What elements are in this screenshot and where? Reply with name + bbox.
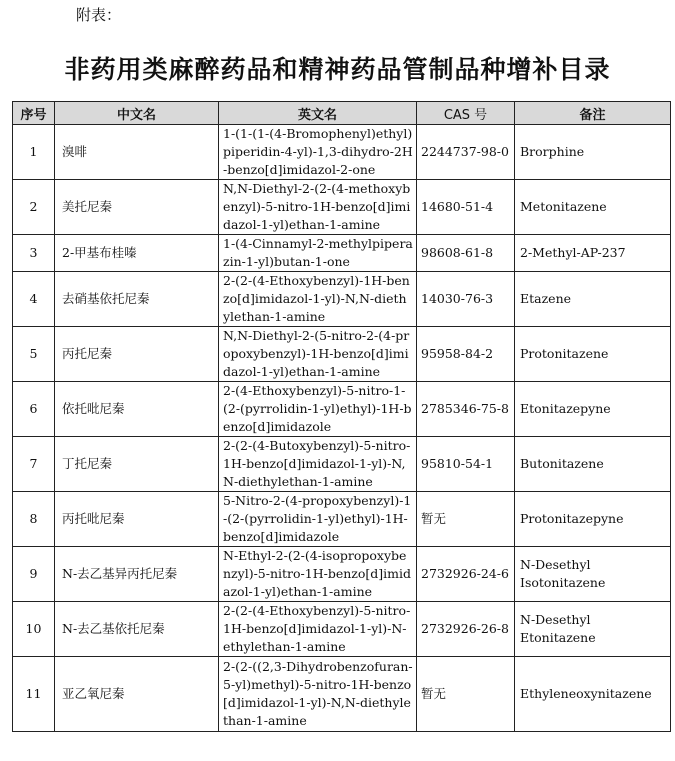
row-no: 7	[13, 437, 55, 492]
row-note: Etonitazepyne	[515, 382, 671, 437]
row-chinese-name: 依托吡尼秦	[55, 382, 219, 437]
row-cas: 95810-54-1	[417, 437, 515, 492]
row-chinese-name: N-去乙基异丙托尼秦	[55, 547, 219, 602]
row-cas: 98608-61-8	[417, 235, 515, 272]
row-note: Metonitazene	[515, 180, 671, 235]
row-english-name: N-Ethyl-2-(2-(4-isopropoxybenzyl)-5-nitro-1H-benzo[d]imidazol-1-yl)ethan-1-amine	[219, 547, 417, 602]
row-no: 9	[13, 547, 55, 602]
header-no: 序号	[13, 102, 55, 125]
row-cas: 2785346-75-8	[417, 382, 515, 437]
table-row	[13, 602, 671, 657]
row-no: 2	[13, 180, 55, 235]
row-english-name: N,N-Diethyl-2-(5-nitro-2-(4-propoxybenzyl)-1H-benzo[d]imidazol-1-yl)ethan-1-amine	[219, 327, 417, 382]
header-cas: CAS 号	[417, 102, 515, 125]
table-row	[13, 382, 671, 437]
row-cas: 95958-84-2	[417, 327, 515, 382]
row-cas: 2732926-24-6	[417, 547, 515, 602]
appendix-label: 附表：	[76, 6, 122, 24]
row-no: 11	[13, 657, 55, 732]
row-english-name: N,N-Diethyl-2-(2-(4-methoxybenzyl)-5-nitro-1H-benzo[d]imidazol-1-yl)ethan-1-amine	[219, 180, 417, 235]
row-note: N-Desethyl Isotonitazene	[515, 547, 671, 602]
row-note: 2-Methyl-AP-237	[515, 235, 671, 272]
row-no: 5	[13, 327, 55, 382]
row-no: 10	[13, 602, 55, 657]
row-english-name: 2-(4-Ethoxybenzyl)-5-nitro-1-(2-(pyrrolidin-1-yl)ethyl)-1H-benzo[d]imidazole	[219, 382, 417, 437]
row-chinese-name: 丁托尼秦	[55, 437, 219, 492]
row-english-name: 1-(1-(1-(4-Bromophenyl)ethyl)piperidin-4-yl)-1,3-dihydro-2H-benzo[d]imidazol-2-one	[219, 125, 417, 180]
row-no: 4	[13, 272, 55, 327]
controlled-substances-table	[12, 101, 671, 732]
row-note: Etazene	[515, 272, 671, 327]
row-no: 6	[13, 382, 55, 437]
row-cas: 暂无	[417, 492, 515, 547]
row-no: 1	[13, 125, 55, 180]
row-cas: 2244737-98-0	[417, 125, 515, 180]
table-row	[13, 235, 671, 272]
row-chinese-name: 2-甲基布桂嗪	[55, 235, 219, 272]
row-chinese-name: 溴啡	[55, 125, 219, 180]
row-english-name: 2-(2-(4-Ethoxybenzyl)-1H-benzo[d]imidazol-1-yl)-N,N-diethylethan-1-amine	[219, 272, 417, 327]
row-chinese-name: N-去乙基依托尼秦	[55, 602, 219, 657]
table-row	[13, 657, 671, 732]
row-english-name: 2-(2-(4-Ethoxybenzyl)-5-nitro-1H-benzo[d]imidazol-1-yl)-N-ethylethan-1-amine	[219, 602, 417, 657]
row-chinese-name: 美托尼秦	[55, 180, 219, 235]
header-note: 备注	[515, 102, 671, 125]
row-cas: 14030-76-3	[417, 272, 515, 327]
table-row	[13, 437, 671, 492]
row-note: Brorphine	[515, 125, 671, 180]
row-no: 8	[13, 492, 55, 547]
row-chinese-name: 丙托尼秦	[55, 327, 219, 382]
row-cas: 14680-51-4	[417, 180, 515, 235]
row-note: Butonitazene	[515, 437, 671, 492]
row-english-name: 2-(2-((2,3-Dihydrobenzofuran-5-yl)methyl)-5-nitro-1H-benzo[d]imidazol-1-yl)-N,N-diethylethan-1-amine	[219, 657, 417, 732]
header-chinese-name: 中文名	[55, 102, 219, 125]
row-note: Protonitazene	[515, 327, 671, 382]
row-chinese-name: 亚乙氧尼秦	[55, 657, 219, 732]
table-row	[13, 125, 671, 180]
row-english-name: 1-(4-Cinnamyl-2-methylpiperazin-1-yl)butan-1-one	[219, 235, 417, 272]
header-english-name: 英文名	[219, 102, 417, 125]
row-chinese-name: 去硝基依托尼秦	[55, 272, 219, 327]
document-title: 非药用类麻醉药品和精神药品管制品种增补目录	[64, 55, 611, 84]
row-english-name: 2-(2-(4-Butoxybenzyl)-5-nitro-1H-benzo[d]imidazol-1-yl)-N,N-diethylethan-1-amine	[219, 437, 417, 492]
table-row	[13, 547, 671, 602]
row-english-name: 5-Nitro-2-(4-propoxybenzyl)-1-(2-(pyrrolidin-1-yl)ethyl)-1H-benzo[d]imidazole	[219, 492, 417, 547]
row-chinese-name: 丙托吡尼秦	[55, 492, 219, 547]
table-row	[13, 180, 671, 235]
row-no: 3	[13, 235, 55, 272]
table-row	[13, 327, 671, 382]
row-cas: 暂无	[417, 657, 515, 732]
row-note: Protonitazepyne	[515, 492, 671, 547]
row-cas: 2732926-26-8	[417, 602, 515, 657]
row-note: N-Desethyl Etonitazene	[515, 602, 671, 657]
table-row	[13, 492, 671, 547]
table-header-row	[13, 102, 671, 125]
row-note: Ethyleneoxynitazene	[515, 657, 671, 732]
table-row	[13, 272, 671, 327]
